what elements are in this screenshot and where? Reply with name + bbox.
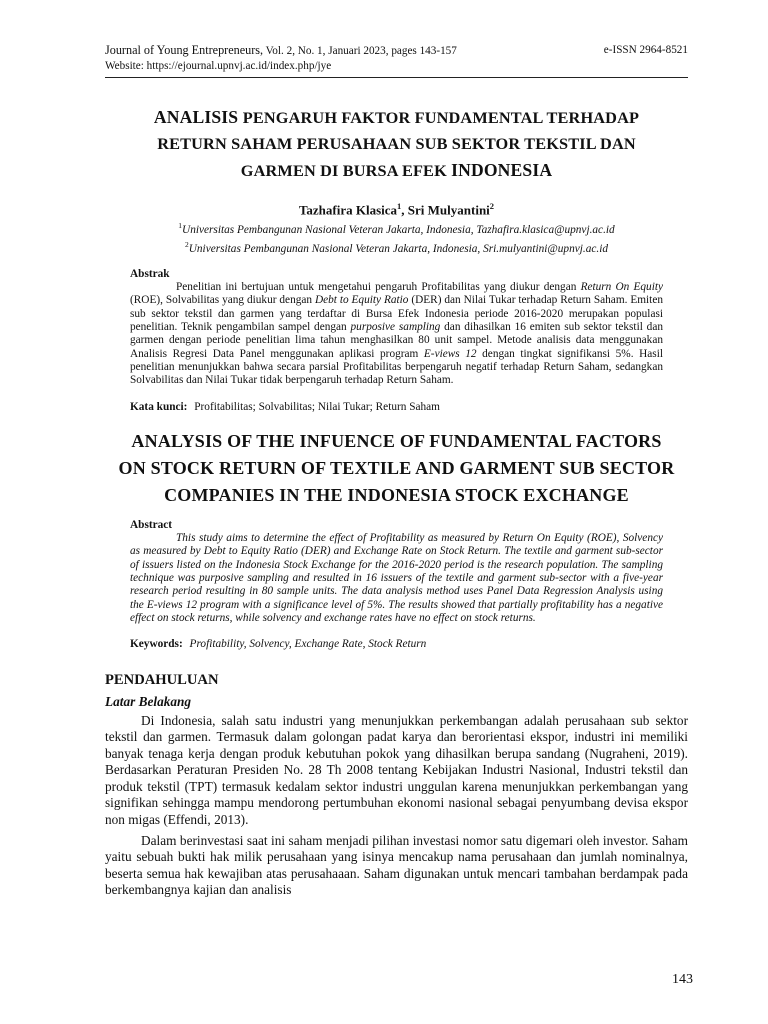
volume-info: Vol. 2, No. 1, Januari 2023, pages 143-157 (263, 45, 457, 57)
abstrak-text: Penelitian ini bertujuan untuk mengetahui pengaruh Profitabilitas yang diukur dengan Return On Equity (ROE), Solvabilitas yang diukur dengan Debt to Equity Ratio (DER) dan Nilai Tukar terhadap Return Saham. Emiten sub sektor tekstil dan garmen yang terdaftar di Bursa Efek Indonesia periode 2016-2020 merupakan populasi penelitian. Teknik pengambilan sampel dengan purposive sampling dan dihasilkan 16 emiten sub sektor tekstil dan garmen dengan periode penelitian lima tahun menghasilkan 80 unit sampel. Metode analisis data menggunakan Analisis Regresi Data Panel menggunakan aplikasi program E-views 12 dengan tingkat signifikansi 5%. Hasil penelitian menunjukkan bahwa secara parsial Profitabilitas berpengaruh negatif terhadap Return Saham, sedangkan Solvabilitas dan Nilai Tukar tidak berpengaruh terhadap Return Saham. (130, 281, 663, 387)
eissn: e-ISSN 2964-8521 (603, 44, 688, 56)
abstrak-section (105, 268, 688, 414)
section-heading: PENDAHULUAN (105, 671, 219, 688)
journal-website[interactable]: Website: https://ejournal.upnvj.ac.id/index.php/jye (105, 60, 332, 72)
title-indonesian: ANALISIS PENGARUH FAKTOR FUNDAMENTAL TERHADAP RETURN SAHAM PERUSAHAAN SUB SEKTOR TEKSTIL DAN GARMEN DI BURSA EFEK INDONESIA (153, 107, 640, 180)
body-paragraph-2: Dalam berinvestasi saat ini saham menjadi pilihan investasi nomor satu digemari oleh investor. Saham yaitu sebuah bukti hak milik perusahaan yang isinya mencakup nama perusahaan dan jumlah nominalnya, beserta semua hak kewajiban atas perusahaaan. Saham digunakan untuk mencari tambahan berdampak pada berkembangnya kajian dan analisis (105, 832, 688, 898)
author-1: Tazhafira Klasica (298, 202, 398, 218)
affiliation-2: $^2$Universitas Pembangunan Nasional Veteran Jakarta, Indonesia, Sri.mulyantini@upnvj.ac.id (185, 239, 608, 255)
abstract-text: This study aims to determine the effect of Profitability as measured by Return On Equity (ROE), Solvency as measured by Debt to Equity Ratio (DER) and Exchange Rate on Stock Return. The textile and garment sub-sector of issuers listed on the Indonesia Stock Exchange for the 2016-2020 period is the research population. The sampling technique was purposive sampling and resulted in 16 issuers of the textile and garment sub-sector with a five-year research period resulting in 80 sample units. The data analysis method uses Panel Data Regression Analysis using the E-views 12 program with a significance level of 5%. The results showed that partially profitability has a negative effect on stock returns, while solvency and exchange rates have no effect on stock returns. (130, 532, 663, 624)
page-number: 143 (672, 972, 693, 987)
kata-kunci: Kata kunci: Profitabilitas; Solvabilitas; Nilai Tukar; Return Saham (130, 400, 440, 413)
affiliation-1: $^1$Universitas Pembangunan Nasional Veteran Jakarta, Indonesia, Tazhafira.klasica@upnvj.ac.id (178, 221, 615, 237)
header-rule (105, 77, 688, 78)
title-english: ANALYSIS OF THE INFUENCE OF FUNDAMENTAL FACTORS ON STOCK RETURN OF TEXTILE AND GARMENT SUB SECTOR COMPANIES IN THE INDONESIA STOCK EXCHANGE (118, 430, 675, 505)
abstrak-heading: Abstrak (130, 267, 170, 280)
running-header (105, 42, 688, 59)
keywords: Keywords: Profitability, Solvency, Exchange Rate, Stock Return (130, 638, 427, 651)
abstract-heading: Abstract (130, 518, 173, 531)
body-paragraph-1: Di Indonesia, salah satu industri yang menunjukkan perkembangan adalah perusahaan sub sektor tekstil dan garmen. Termasuk dalam golongan padat karya dan berorientasi ekspor, industri ini memiliki banyak tenaga kerja dengan produk kebutuhan pokok yang dihasilkan berupa sandang (Nugraheni, 2019). Berdasarkan Peraturan Presiden No. 28 Th 2008 tentang Kebijakan Industri Nasional, Industri tekstil dan produk tekstil (TPT) termasuk kedalam sektor industri unggulan karena menunjukkan perkembangan yang signifikan sehingga mampu mendorong pertumbuhan ekonomi nasional sebagai penyumbang devisa ekspor non migas (Effendi, 2013). (105, 712, 688, 828)
author-list: Tazhafira Klasica$^1$, Sri Mulyantini$^2$ (298, 201, 495, 218)
paper-page (105, 42, 688, 899)
subsection-heading: Latar Belakang (105, 693, 192, 709)
journal-citation (105, 42, 457, 59)
abstract-section (105, 519, 688, 652)
author-2: Sri Mulyantini (407, 202, 490, 218)
journal-name: Journal of Young Entrepreneurs, (105, 43, 264, 57)
